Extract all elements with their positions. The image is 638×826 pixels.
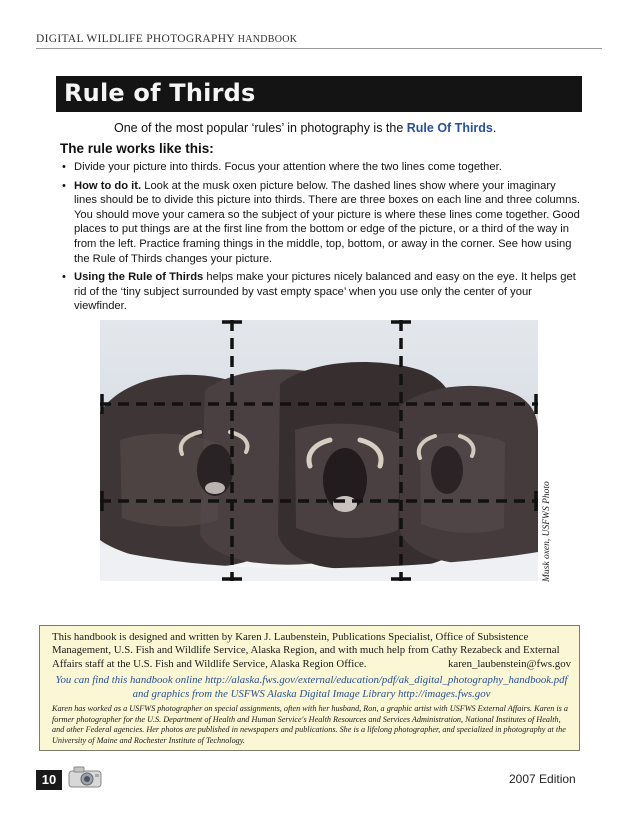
photo-credit: Musk oxen, USFWS Photo	[542, 481, 552, 582]
info-bio-text: Karen has worked as a USFWS photographer on special assignments, often with her husband, Ron, a graphic artist with USFWS External Affairs. Karen is a former photographer for the U.S. Department of Health and Human Service's Health Resources and Services Administration, National Institutes of Health, and other Federal agencies. Her photos are published in newspapers and publications. She is a lifelong photographer, and specialized in photography at the University of Maine and Rochester Institute of Technology.	[52, 704, 568, 745]
info-links-text	[52, 674, 571, 701]
musk-oxen-photo	[100, 320, 538, 581]
rule-heading: The rule works like this:	[60, 141, 214, 156]
bullet-text: helps make your pictures nicely balanced and easy on the eye. It helps get rid of the ‘tiny subject surrounded by vast empty space’ when you use only the center of your viewfinder.	[74, 271, 576, 313]
info-author-text	[52, 631, 571, 671]
bullet-dot: •	[62, 271, 66, 284]
bullet-dot: •	[62, 161, 66, 173]
edition-label: 2007 Edition	[509, 772, 576, 786]
photo-illustration	[100, 320, 538, 581]
camera-icon	[66, 764, 106, 795]
bullet-item	[60, 179, 580, 267]
header-divider	[36, 48, 602, 49]
bullet-dot: •	[62, 179, 66, 192]
running-head-main: DIGITAL WILDLIFE PHOTOGRAPHY	[36, 33, 235, 45]
bullet-text: Divide your picture into thirds. Focus your attention where the two lines come together.	[74, 161, 502, 173]
handbook-link-line: You can find this handbook online http://alaska.fws.gov/external/education/pdf/ak_digital_photography_handbook.pdf	[55, 674, 568, 687]
running-head	[36, 33, 297, 45]
image-library-link-line: and graphics from the USFWS Alaska Digital Image Library http://images.fws.gov	[132, 687, 491, 700]
musk-oxen-herd	[100, 362, 538, 581]
info-box	[39, 625, 580, 751]
intro-main: One of the most popular ‘rules’ in photography is the	[114, 121, 407, 135]
intro-end: .	[492, 121, 497, 135]
bullet-list	[60, 160, 580, 318]
bullet-text: Look at the musk oxen picture below. The dashed lines show where your imaginary lines should be to divide this picture into thirds. There are three boxes on each line and three columns. You should move your camera so the subject of your picture is where these lines come together. Good places to put things are at the first line from the bottom or edge of the picture, or a third of the way in from the left. Practice framing things in the middle, top, bottom, or away in the corner. See how using the Rule of Thirds changes your picture.	[74, 179, 581, 265]
page-number: 10	[36, 770, 62, 790]
author-email: karen_laubenstein@fws.gov	[448, 657, 571, 670]
running-head-small: HANDBOOK	[237, 34, 298, 45]
section-title: Rule of Thirds	[64, 79, 256, 107]
info-author-body: This handbook is designed and written by Karen J. Laubenstein, Publications Specialist, Office of Subsistence Management, U.S. Fish and Wildlife Service, Alaska Region, and with much help from Cathy Rezabeck and External Affairs staff at the U.S. Fish and Wildlife Service, Alaska Region Office.	[52, 631, 560, 670]
intro-text	[114, 121, 496, 135]
bullet-bold: Using the Rule of Thirds	[74, 271, 204, 284]
section-title-bar	[56, 76, 582, 112]
bullet-item	[60, 270, 580, 314]
intro-highlight: Rule Of Thirds	[406, 121, 493, 135]
bullet-item	[60, 160, 580, 175]
bullet-bold: How to do it.	[74, 179, 142, 192]
